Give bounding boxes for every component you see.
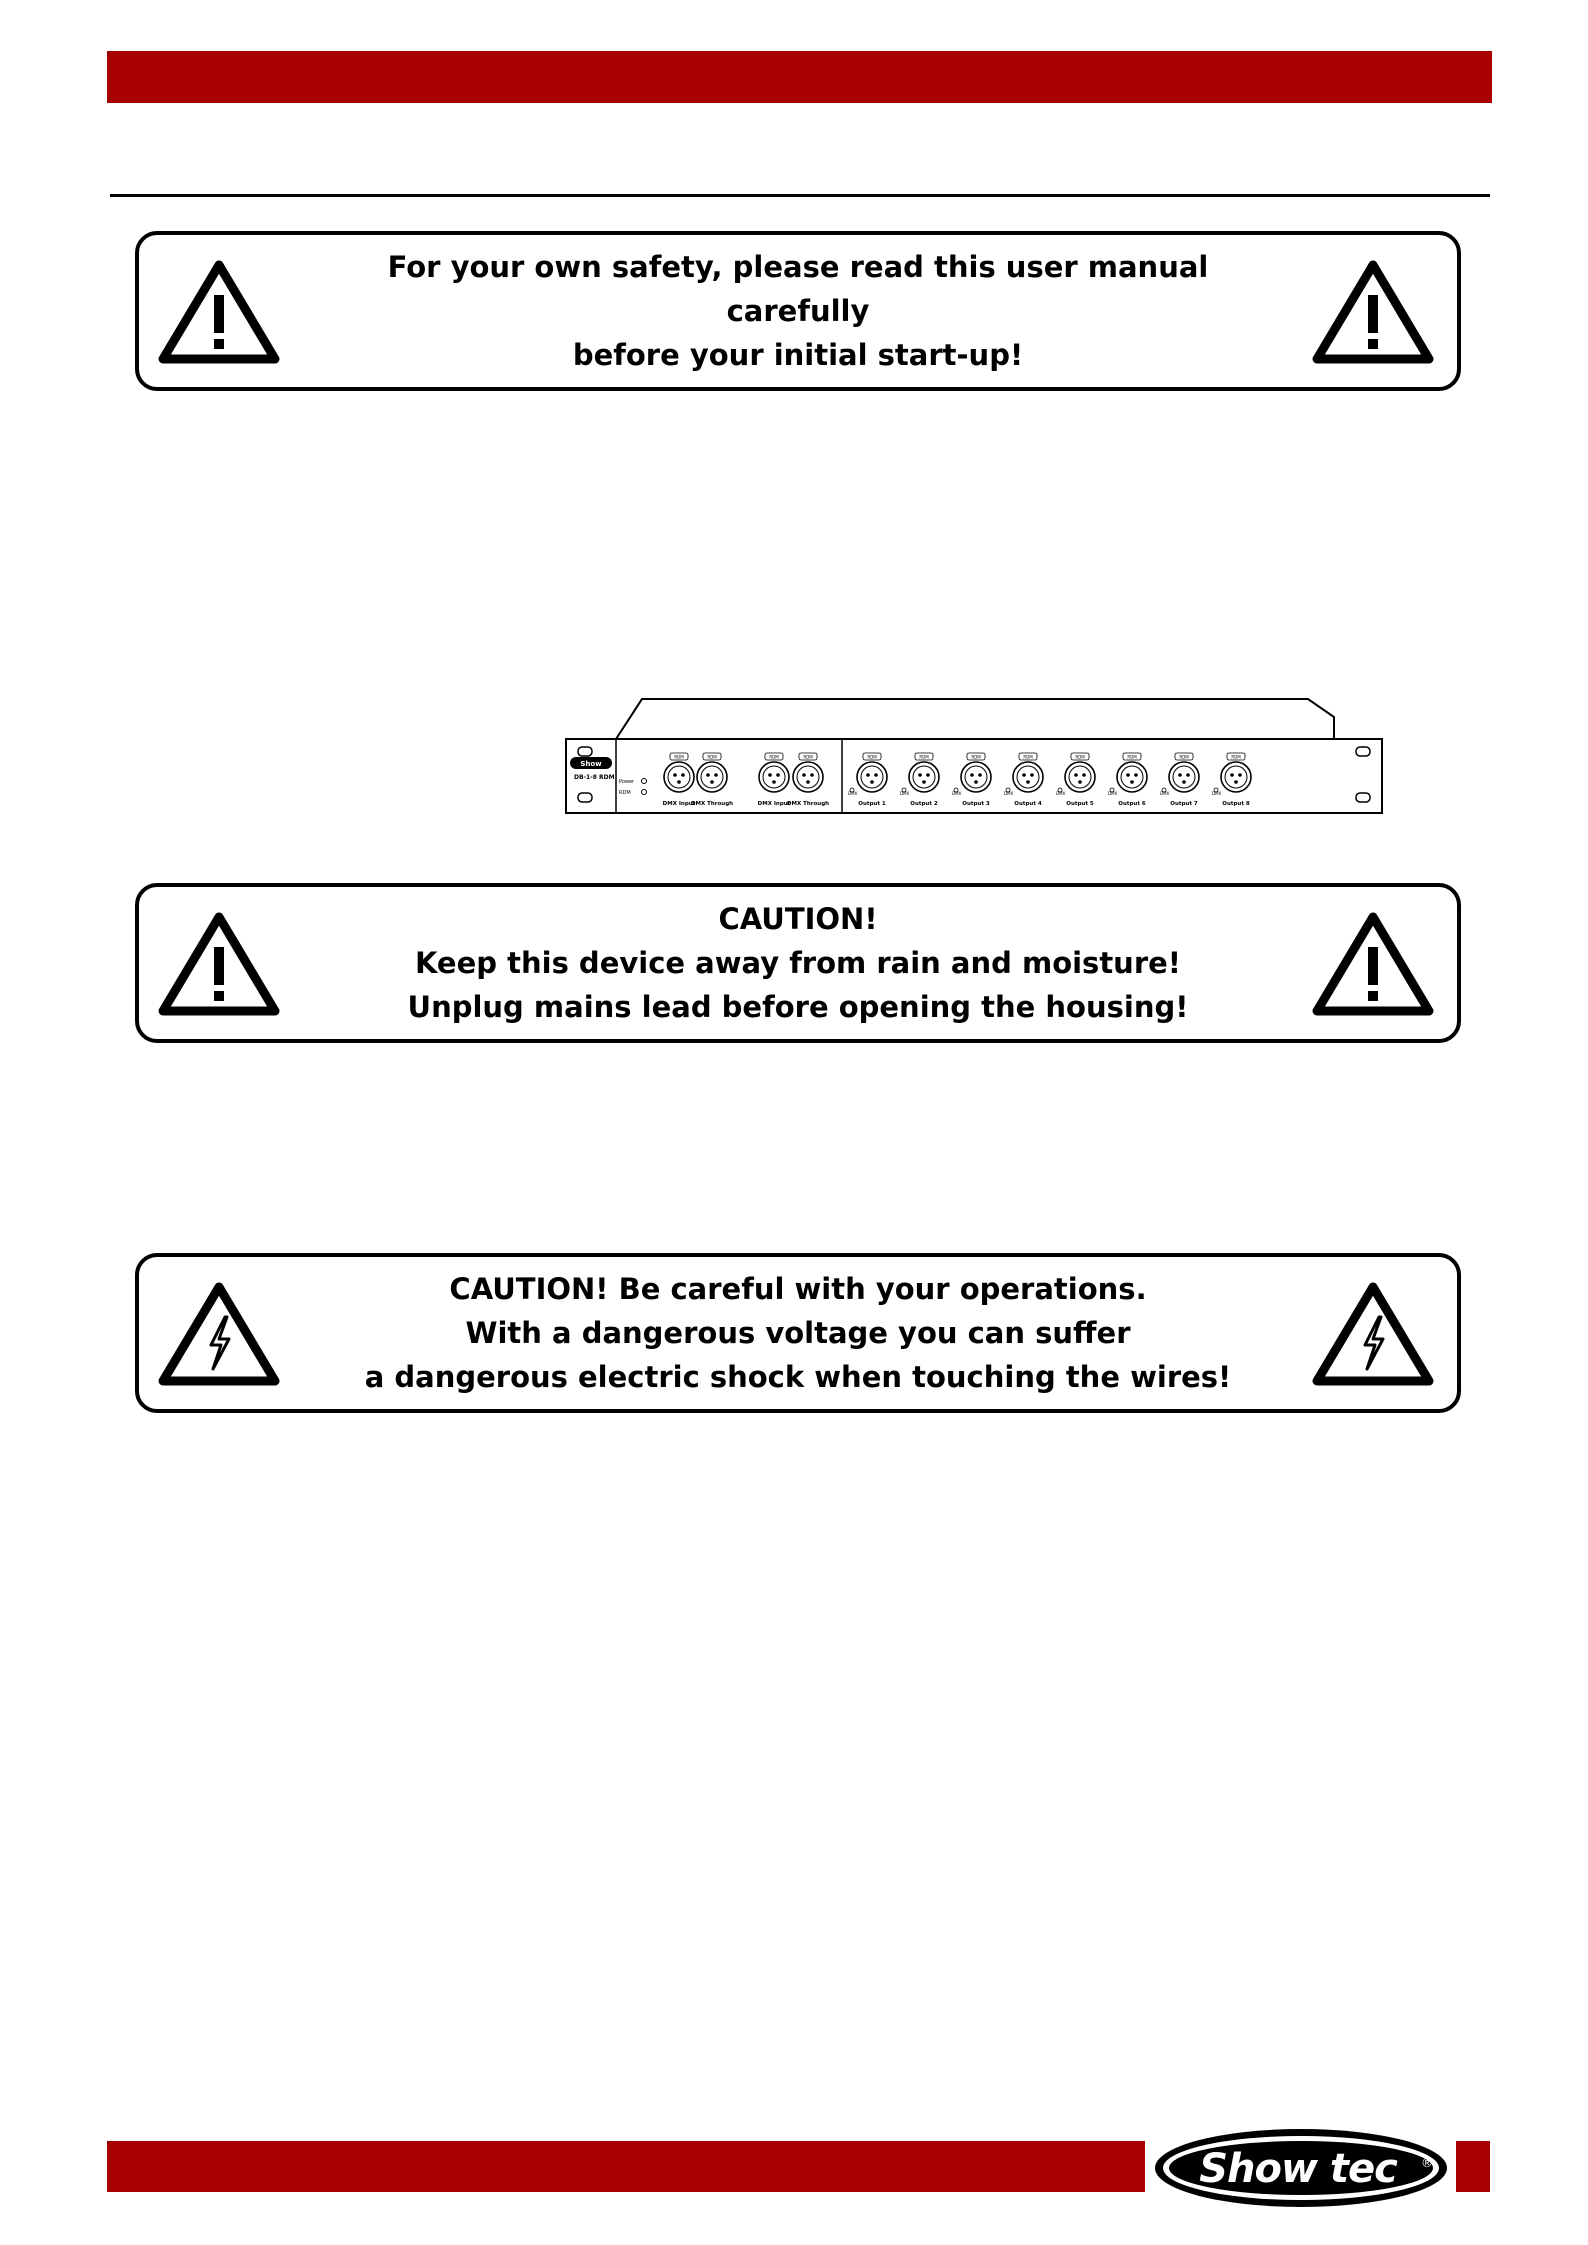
- connector-label: Output 6: [1118, 801, 1146, 807]
- xlr-pin: [1234, 780, 1238, 784]
- device-front-panel-illustration: [564, 697, 1384, 815]
- warning-line: a dangerous electric shock when touching the wires!: [364, 1360, 1232, 1394]
- output-prefix-label: DMX: [1056, 791, 1066, 796]
- xlr-pin: [1026, 780, 1030, 784]
- connector-label: Output 3: [962, 801, 990, 807]
- xlr-pin: [1134, 773, 1138, 777]
- exclamation-warning-icon: [157, 259, 281, 365]
- xlr-pin: [1074, 773, 1078, 777]
- warning-line: Keep this device away from rain and moisture!: [414, 946, 1182, 980]
- connector-label: Output 8: [1222, 801, 1250, 807]
- xlr-pin: [922, 780, 926, 784]
- output-prefix-label: DMX: [1160, 791, 1170, 796]
- xlr-pin: [768, 773, 772, 777]
- output-prefix-label: DMX: [1004, 791, 1014, 796]
- connector-badge-text: RDM: [803, 754, 813, 760]
- connector-badge-text: RDM: [1127, 754, 1137, 760]
- caution-warning-box: [135, 883, 1461, 1043]
- connector-badge-text: RDM: [919, 754, 929, 760]
- xlr-pin: [806, 780, 810, 784]
- high-voltage-warning-icon: [157, 1281, 281, 1387]
- xlr-pin: [673, 773, 677, 777]
- xlr-pin: [802, 773, 806, 777]
- xlr-pin: [978, 773, 982, 777]
- logo-text: Show tec: [1199, 2146, 1397, 2192]
- xlr-pin: [1238, 773, 1242, 777]
- xlr-pin: [926, 773, 930, 777]
- connector-label: Output 4: [1014, 801, 1042, 807]
- exclamation-warning-icon: [157, 911, 281, 1017]
- header-bar: [107, 51, 1492, 103]
- xlr-pin: [810, 773, 814, 777]
- xlr-pin: [1178, 773, 1182, 777]
- xlr-pin: [1082, 773, 1086, 777]
- xlr-pin: [1186, 773, 1190, 777]
- exclamation-warning-icon: [1311, 259, 1435, 365]
- xlr-pin: [918, 773, 922, 777]
- safety-warning-text: [339, 235, 1257, 387]
- warning-line: With a dangerous voltage you can suffer: [465, 1316, 1131, 1350]
- xlr-pin: [1130, 780, 1134, 784]
- xlr-pin: [874, 773, 878, 777]
- warning-line: CAUTION! Be careful with your operations.: [449, 1272, 1147, 1306]
- xlr-pin: [1030, 773, 1034, 777]
- xlr-pin: [772, 780, 776, 784]
- safety-warning-box: [135, 231, 1461, 391]
- xlr-pin: [714, 773, 718, 777]
- shock-warning-box: [135, 1253, 1461, 1413]
- connector-label: DMX Input: [662, 801, 696, 807]
- shock-warning-text: [339, 1257, 1257, 1409]
- connector-badge-text: RDM: [707, 754, 717, 760]
- connector-label: Output 5: [1066, 801, 1094, 807]
- connector-badge-text: RDM: [867, 754, 877, 760]
- xlr-pin: [776, 773, 780, 777]
- model-label: DB-1-8 RDM: [574, 774, 615, 781]
- indicator-label-power: Power: [619, 779, 635, 785]
- output-prefix-label: DMX: [952, 791, 962, 796]
- header-rule: [110, 194, 1490, 197]
- xlr-pin: [1126, 773, 1130, 777]
- xlr-pin: [1230, 773, 1234, 777]
- xlr-pin: [706, 773, 710, 777]
- connector-badge-text: RDM: [1075, 754, 1085, 760]
- footer-bar-end: [1456, 2141, 1490, 2192]
- connector-label: Output 2: [910, 801, 938, 807]
- xlr-pin: [866, 773, 870, 777]
- xlr-pin: [1078, 780, 1082, 784]
- connector-badge-text: RDM: [1231, 754, 1241, 760]
- output-prefix-label: DMX: [848, 791, 858, 796]
- xlr-pin: [970, 773, 974, 777]
- connector-label: Output 1: [858, 801, 886, 807]
- warning-line: Unplug mains lead before opening the housing!: [407, 990, 1189, 1024]
- xlr-pin: [677, 780, 681, 784]
- connector-label: Output 7: [1170, 801, 1198, 807]
- connector-badge-text: RDM: [674, 754, 684, 760]
- exclamation-warning-icon: [1311, 911, 1435, 1017]
- connector-badge-text: RDM: [769, 754, 779, 760]
- xlr-pin: [870, 780, 874, 784]
- high-voltage-warning-icon: [1311, 1281, 1435, 1387]
- output-prefix-label: DMX: [1108, 791, 1118, 796]
- footer-bar: [107, 2141, 1145, 2192]
- xlr-pin: [1022, 773, 1026, 777]
- xlr-pin: [681, 773, 685, 777]
- warning-line: before your initial start-up!: [572, 338, 1024, 372]
- connector-badge-text: RDM: [1179, 754, 1189, 760]
- xlr-pin: [710, 780, 714, 784]
- warning-line: For your own safety, please read this user manual carefully: [387, 250, 1209, 328]
- indicator-label-rdm: RDM: [619, 790, 631, 796]
- connector-label: DMX Through: [786, 801, 830, 807]
- output-prefix-label: DMX: [1212, 791, 1222, 796]
- connector-badge-text: RDM: [1023, 754, 1033, 760]
- connector-label: DMX Through: [690, 801, 734, 807]
- showtec-logo: [1153, 2127, 1449, 2209]
- connector-label: DMX Input: [757, 801, 791, 807]
- caution-warning-text: [339, 887, 1257, 1039]
- brand-badge-text: Show: [580, 760, 602, 768]
- logo-registered-mark: ®: [1421, 2156, 1433, 2170]
- xlr-pin: [1182, 780, 1186, 784]
- xlr-pin: [974, 780, 978, 784]
- connector-badge-text: RDM: [971, 754, 981, 760]
- output-prefix-label: DMX: [900, 791, 910, 796]
- warning-line: CAUTION!: [718, 902, 878, 936]
